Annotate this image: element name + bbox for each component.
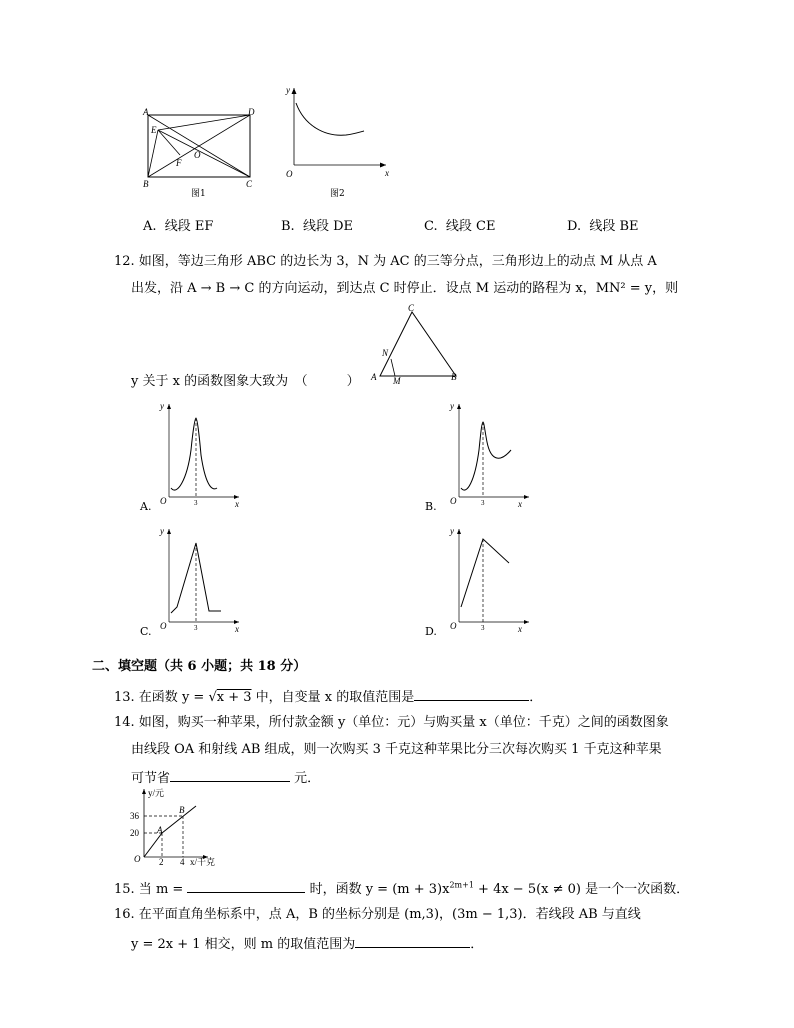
q12-option-b: B.: [425, 500, 437, 513]
q14-answer-blank: [170, 769, 290, 782]
segment-ef: [158, 130, 180, 155]
segment-mn: [391, 359, 395, 376]
segment-de: [158, 115, 250, 130]
q16-line-2: y = 2x + 1 相交，则 m 的取值范围为 ．: [131, 937, 484, 952]
fig2-label-o: O: [286, 169, 293, 179]
graph-b-tick-3: 3: [481, 499, 485, 507]
q11-figure-2: [276, 85, 391, 185]
fig1-label-e: E: [151, 125, 157, 135]
tri-label-a: A: [371, 372, 377, 382]
graph-d-x-label: x: [518, 624, 522, 634]
graph-d-y-label: y: [450, 526, 454, 536]
fig1-label-c: C: [246, 179, 253, 189]
q11-option-d: D. 线段 BE: [567, 219, 639, 234]
fig1-label-d: D: [248, 107, 255, 117]
q15-answer-blank: [187, 880, 305, 893]
tri-label-n: N: [382, 348, 389, 358]
graph-b-y-label: y: [450, 401, 454, 411]
q14-x-label: x/千克: [190, 857, 216, 867]
q12-graph-c: [163, 525, 243, 630]
graph-c-origin: O: [160, 621, 167, 631]
q14-line-1: 14. 如图，购买一种苹果，所付款金额 y（单位：元）与购买量 x（单位：千克）之间的函数图象: [114, 715, 669, 730]
fig2-label-y: y: [286, 85, 290, 95]
graph-c-tick-3: 3: [194, 624, 198, 632]
graph-a-x-label: x: [235, 499, 239, 509]
graph-a-origin: O: [160, 496, 167, 506]
graph-d-origin: O: [450, 621, 457, 631]
tri-label-m: M: [393, 376, 401, 386]
q16-line-1: 16. 在平面直角坐标系中，点 A，B 的坐标分别是 (m,3)，(3m − 1,3)．若线段 AB 与直线: [114, 907, 641, 922]
q14-tick-36: 36: [130, 811, 139, 821]
q12-option-a: A.: [140, 500, 152, 513]
graph-b-origin: O: [450, 496, 457, 506]
q11-option-a: A. 线段 EF: [143, 219, 214, 234]
graph-c-x-label: x: [235, 624, 239, 634]
q12-option-c: C.: [140, 625, 152, 638]
q14-tick-4: 4: [180, 857, 185, 867]
q14-tick-20: 20: [130, 828, 139, 838]
q12-option-d: D.: [425, 625, 437, 638]
q13-answer-blank: [414, 688, 529, 701]
q12-graph-a: [163, 400, 243, 505]
q14-point-b: B: [179, 805, 185, 815]
q12-graph-d: [453, 525, 533, 630]
segment-oa: [144, 833, 162, 857]
q14-point-a: A: [157, 825, 163, 835]
q14-y-label: y/元: [148, 788, 165, 798]
q12-line-2: 出发，沿 A → B → C 的方向运动，到达点 C 时停止．设点 M 运动的路程为 x，MN² = y，则: [131, 281, 679, 296]
segment-ce: [158, 130, 250, 177]
fig1-label-a: A: [143, 107, 149, 117]
q12-line-3: y 关于 x 的函数图象大致为 （ ）: [131, 374, 360, 389]
q12-line-1: 12. 如图，等边三角形 ABC 的边长为 3，N 为 AC 的三等分点，三角形边上的动点 M 从点 A: [114, 254, 657, 269]
q11-option-b: B. 线段 DE: [281, 219, 353, 234]
q11-option-c: C. 线段 CE: [424, 219, 496, 234]
q14-line-3: 可节省 元．: [131, 771, 321, 786]
curve: [296, 103, 364, 135]
q14-line-2: 由线段 OA 和射线 AB 组成，则一次购买 3 千克这种苹果比分三次每次购买 1 千克这种苹果: [131, 742, 662, 757]
q12-graph-b: [453, 400, 533, 505]
q15-line: 15. 当 m = 时，函数 $y = (m + 3)x^{2m+1} + 4x - 5(x \ne 0)$ 是一个一次函数．: [114, 880, 690, 897]
fig1-label-f: F: [176, 158, 182, 168]
q16-answer-blank: [355, 935, 470, 948]
fig2-label-x: x: [385, 168, 389, 178]
graph-d-tick-3: 3: [481, 624, 485, 632]
q14-origin: O: [134, 854, 141, 864]
tri-label-c: C: [408, 303, 415, 313]
q13-line: 13. 在函数 y = √x + 3 中，自变量 x 的取值范围是 ．: [114, 690, 543, 705]
fig2-caption: 图2: [330, 189, 345, 199]
graph-b-x-label: x: [518, 499, 522, 509]
fig1-label-o: O: [194, 150, 201, 160]
tri-label-b: B: [451, 372, 457, 382]
segment-be: [148, 130, 158, 177]
graph-a-y-label: y: [160, 401, 164, 411]
graph-a-tick-3: 3: [194, 499, 198, 507]
section-2-title: 二、填空题（共 6 小题；共 18 分）: [92, 659, 307, 674]
fig1-caption: 图1: [191, 189, 206, 199]
graph-c-y-label: y: [160, 526, 164, 536]
fig1-label-b: B: [143, 179, 149, 189]
q14-tick-2: 2: [159, 857, 164, 867]
